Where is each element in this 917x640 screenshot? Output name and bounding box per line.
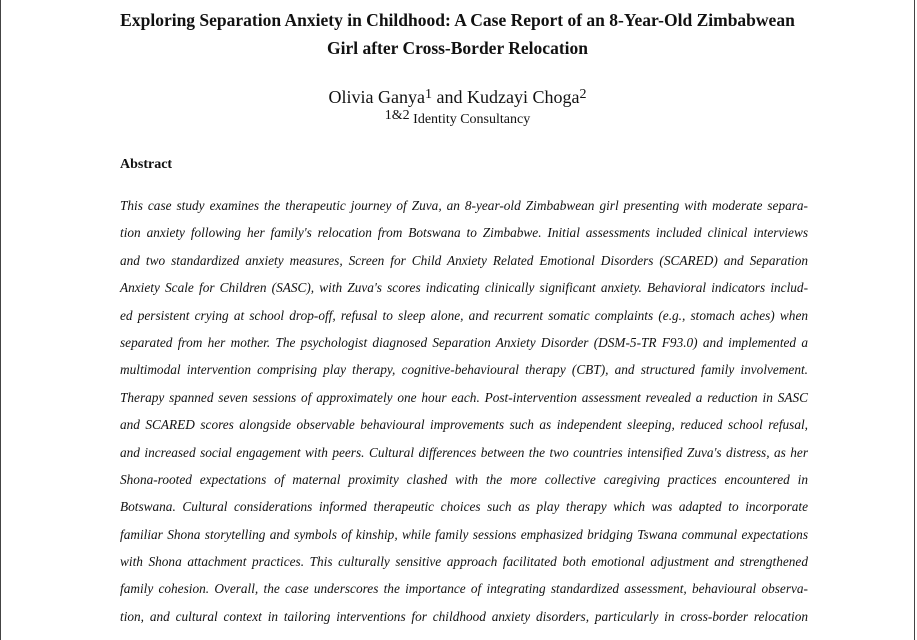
abstract-line: separated from her mother. The psychologist diagnosed Separation Anxiety Disorder (DSM-5-TR F93.0) and implemented a	[120, 334, 808, 350]
abstract-line: and increased social engagement with peers. Cultural differences between the two countries intensified Zuva's distress, as her	[120, 444, 808, 460]
paper-title-line-2: Girl after Cross-Border Relocation	[327, 38, 588, 58]
abstract-line: tion anxiety following her family's relocation from Botswana to Zimbabwe. Initial assessments included clinical interviews	[120, 225, 808, 241]
abstract-line: This case study examines the therapeutic journey of Zuva, an 8-year-old Zimbabwean girl presenting with moderate separa-	[120, 198, 808, 213]
abstract-line: Botswana. Cultural considerations informed therapeutic choices such as play therapy which was adapted to incorporate	[120, 499, 808, 515]
author-2-affiliation-mark: 2	[579, 87, 587, 102]
author-1-affiliation-mark: 1	[425, 87, 432, 102]
affiliation-mark: 1&2	[384, 108, 410, 123]
abstract-line: multimodal intervention comprising play therapy, cognitive-behavioural therapy (CBT), and structured family involvement.	[120, 362, 808, 378]
affiliation-name: Identity Consultancy	[409, 112, 531, 127]
abstract-line: family cohesion. Overall, the case underscores the importance of integrating standardized assessment, behavioural observa-	[120, 581, 808, 597]
paper-title	[1, 6, 914, 62]
abstract-line: Therapy spanned seven sessions of approximately one hour each. Post-intervention assessment revealed a reduction in SASC	[120, 389, 808, 405]
abstract-line: ed persistent crying at school drop-off, refusal to sleep alone, and recurrent somatic complaints (e.g., stomach aches) when	[120, 307, 808, 323]
abstract-line: and SCARED scores alongside observable behavioural improvements such as independent sleeping, reduced school refusal,	[120, 417, 808, 433]
abstract-line: with Shona attachment practices. This culturally sensitive approach facilitated both emotional adjustment and strengthened	[120, 554, 808, 570]
abstract-body	[120, 192, 808, 630]
author-name-2: and Kudzayi Choga	[432, 87, 580, 107]
affiliation	[1, 110, 914, 130]
abstract-line: familiar Shona storytelling and symbols of kinship, while family sessions emphasized bridging Tswana communal expectations	[120, 526, 808, 542]
abstract-line: tion, and cultural context in tailoring interventions for childhood anxiety disorders, particularly in cross-border relocation	[120, 608, 808, 624]
abstract-line: Anxiety Scale for Children (SASC), with Zuva's scores indicating clinically significant anxiety. Behavioral indicators includ-	[120, 280, 808, 296]
paper-title-line-1: Exploring Separation Anxiety in Childhood: A Case Report of an 8-Year-Old Zimbabwean	[120, 10, 795, 30]
author-name-1: Olivia Ganya	[328, 87, 425, 107]
author-list	[1, 86, 914, 111]
abstract-line: and two standardized anxiety measures, Screen for Child Anxiety Related Emotional Disorders (SCARED) and Separation	[120, 252, 808, 268]
abstract-heading: Abstract	[120, 157, 173, 172]
abstract-line: Shona-rooted expectations of maternal proximity clashed with the more collective caregiving practices encountered in	[120, 471, 808, 487]
